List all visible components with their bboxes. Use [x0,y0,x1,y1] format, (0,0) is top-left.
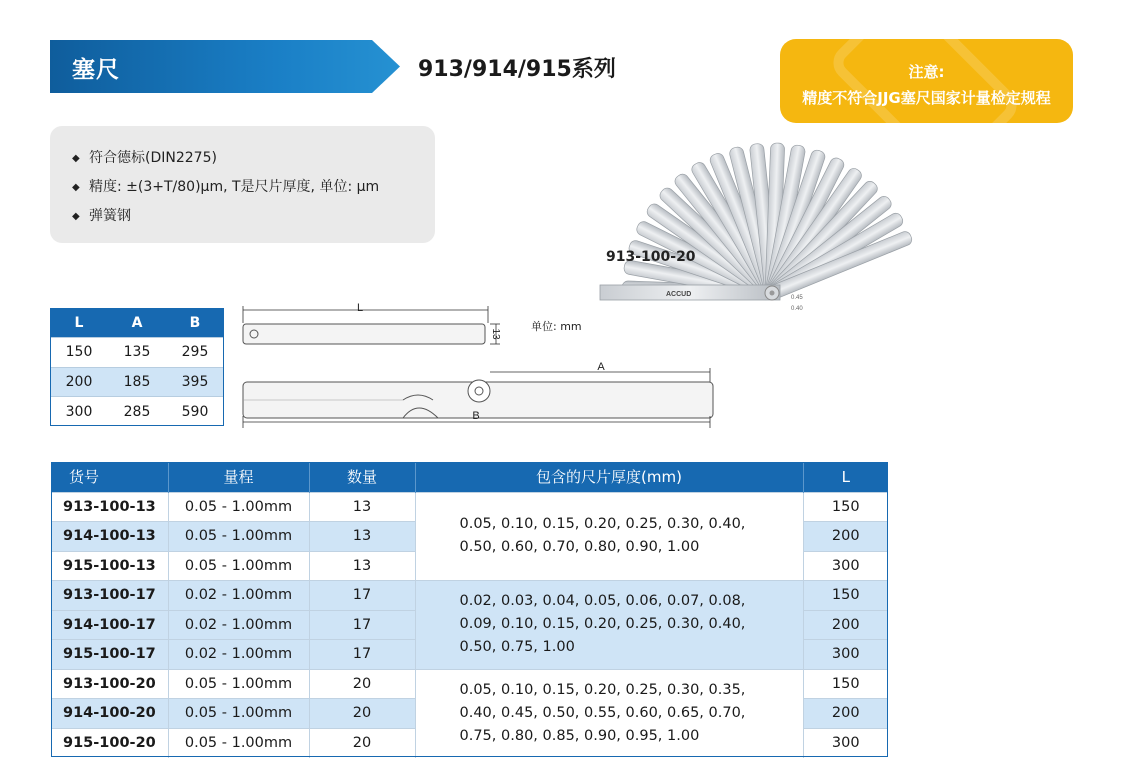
item-length: 200 [803,610,888,640]
item-code: 915-100-13 [51,551,168,581]
dim-cell: 185 [108,367,166,397]
item-qty: 13 [309,522,415,552]
dim-header-L: L [50,308,108,338]
item-code: 913-100-13 [51,492,168,522]
thickness-line: 0.50, 0.75, 1.00 [459,639,575,656]
dim-cell: 285 [108,397,166,427]
item-range: 0.05 - 1.00mm [168,669,309,699]
item-length: 150 [803,492,888,522]
item-code: 914-100-13 [51,522,168,552]
note-text: 精度不符合JJG塞尺国家计量检定规程 [802,89,1051,107]
item-length: 150 [803,581,888,611]
item-code: 914-100-17 [51,610,168,640]
label-A: A [597,361,605,373]
item-qty: 13 [309,492,415,522]
thickness-group [415,492,803,581]
table-row [51,669,888,699]
note-title: 注意: [908,63,945,81]
header-qty: 数量 [309,462,415,492]
dim-cell: 200 [50,367,108,397]
item-range: 0.05 - 1.00mm [168,492,309,522]
dimension-row [50,397,224,427]
item-code: 913-100-20 [51,669,168,699]
dim-header-B: B [166,308,224,338]
item-length: 300 [803,551,888,581]
dim-header-A: A [108,308,166,338]
item-qty: 20 [309,728,415,758]
pivot-hole [770,291,775,296]
blade-mark: 0.40 [791,306,803,312]
accuracy-note [780,39,1073,123]
dimension-header-row [50,308,224,338]
dim-cell: 590 [166,397,224,427]
thickness-line: 0.02, 0.03, 0.04, 0.05, 0.06, 0.07, 0.08, [459,593,746,610]
item-length: 200 [803,699,888,729]
dimension-row [50,367,224,397]
dim-cell: 300 [50,397,108,427]
label-L: L [356,302,364,314]
model-label: 913-100-20 [606,249,696,265]
header-range: 量程 [168,462,309,492]
table-row [51,492,888,522]
thickness-line: 0.40, 0.45, 0.50, 0.55, 0.60, 0.65, 0.70, [459,705,746,721]
bullet-icon: ◆ [72,182,80,193]
item-range: 0.05 - 1.00mm [168,551,309,581]
bullet-icon: ◆ [72,153,80,164]
dimension-row [50,338,224,368]
bullet-icon: ◆ [72,211,80,222]
header-thickness: 包含的尺片厚度(mm) [415,462,803,492]
item-length: 300 [803,728,888,758]
pivot-screw [468,380,490,402]
item-range: 0.05 - 1.00mm [168,728,309,758]
dim-cell: 150 [50,338,108,368]
feeler-gauge-photo [596,128,936,458]
item-qty: 17 [309,610,415,640]
item-qty: 13 [309,551,415,581]
label-B: B [472,410,480,422]
dim-cell: 295 [166,338,224,368]
thickness-line: 0.09, 0.10, 0.15, 0.20, 0.25, 0.30, 0.40, [459,616,746,633]
item-length: 300 [803,640,888,670]
feature-item: ◆ 符合德标(DIN2275) [72,148,379,177]
thickness-line: 0.75, 0.80, 0.85, 0.90, 0.95, 1.00 [459,728,700,744]
item-length: 200 [803,522,888,552]
item-code: 913-100-17 [51,581,168,611]
spec-table [51,462,888,758]
header-length: L [803,462,888,492]
table-row [51,581,888,611]
item-range: 0.05 - 1.00mm [168,522,309,552]
blade-mark: 0.45 [791,295,803,301]
header-banner [50,40,690,93]
thickness-group [415,669,803,758]
thickness-line: 0.05, 0.10, 0.15, 0.20, 0.25, 0.30, 0.40, [459,516,746,533]
spec-header-row [51,462,888,492]
feature-list-box [50,126,435,243]
thickness-group [415,581,803,670]
item-qty: 20 [309,669,415,699]
item-range: 0.02 - 1.00mm [168,610,309,640]
item-qty: 17 [309,640,415,670]
series-title: 913/914/915系列 [418,57,616,82]
header-code: 货号 [51,462,168,492]
item-range: 0.05 - 1.00mm [168,699,309,729]
item-code: 915-100-17 [51,640,168,670]
thickness-line: 0.50, 0.60, 0.70, 0.80, 0.90, 1.00 [459,539,700,556]
brand-mark: ACCUD [666,291,692,298]
feature-item: ◆ 弹簧钢 [72,206,379,235]
dim-cell: 135 [108,338,166,368]
dimension-table [50,308,224,426]
item-code: 914-100-20 [51,699,168,729]
blade-outline [243,324,485,344]
item-range: 0.02 - 1.00mm [168,581,309,611]
item-range: 0.02 - 1.00mm [168,640,309,670]
item-code: 915-100-20 [51,728,168,758]
item-qty: 17 [309,581,415,611]
label-13: 13 [490,328,501,340]
item-qty: 20 [309,699,415,729]
unit-label: 单位: mm [531,320,582,333]
page-title: 塞尺 [72,57,120,83]
dim-cell: 395 [166,367,224,397]
feature-item: ◆ 精度: ±(3+T/80)μm, T是尺片厚度, 单位: μm [72,177,379,206]
item-length: 150 [803,669,888,699]
thickness-line: 0.05, 0.10, 0.15, 0.20, 0.25, 0.30, 0.35, [459,682,746,698]
feature-list [72,148,379,235]
blade-fan [622,143,914,300]
